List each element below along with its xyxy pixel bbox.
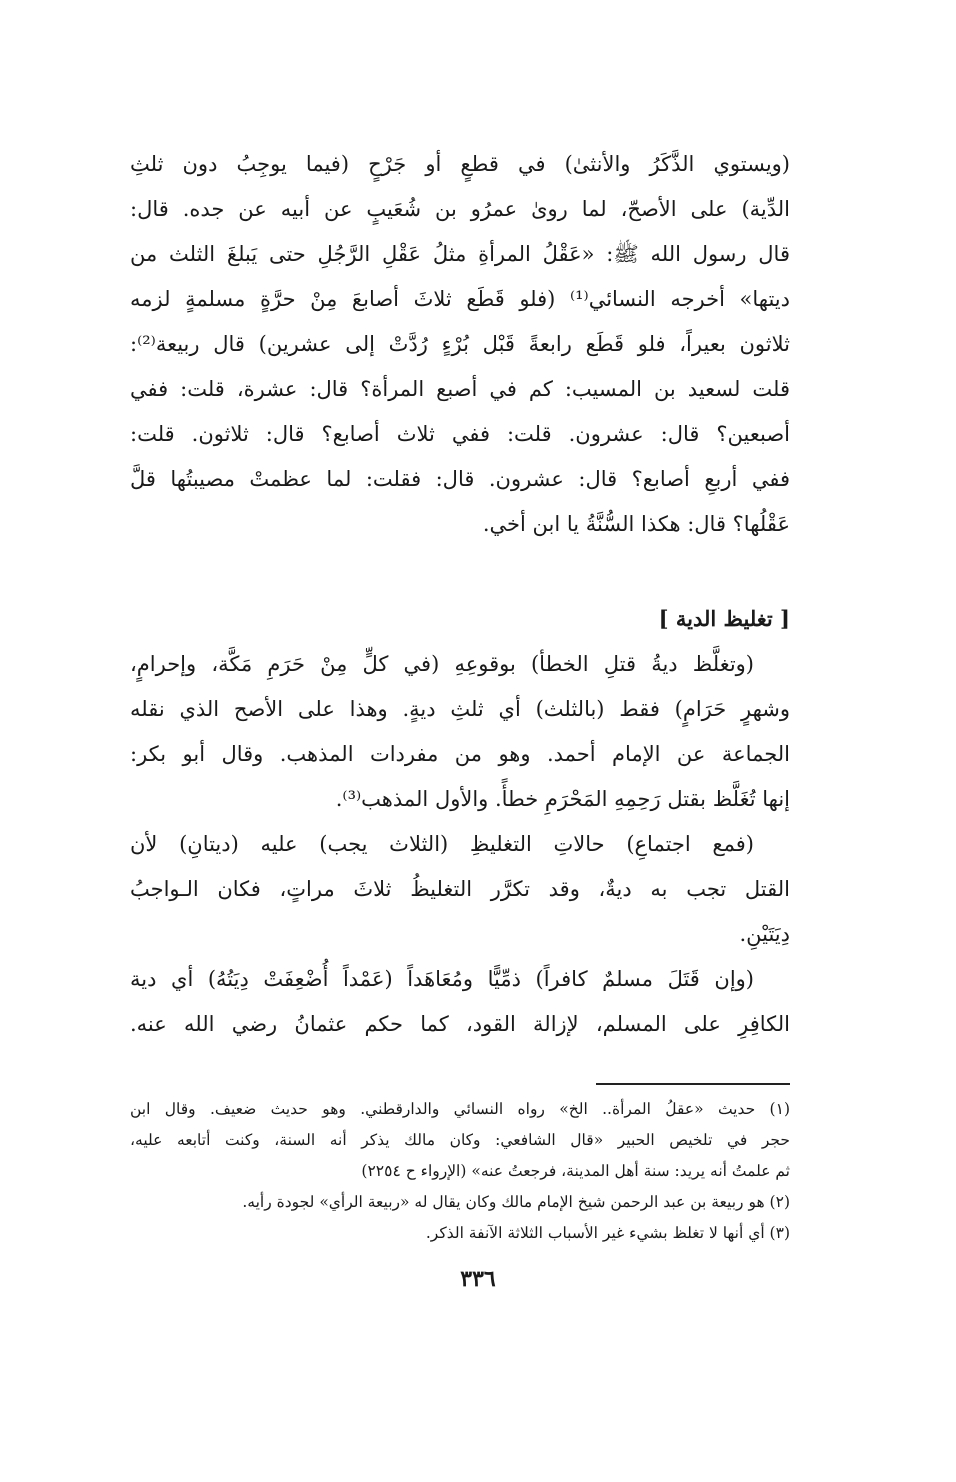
section-heading: [ تغليظ الدية ] — [658, 606, 790, 631]
body-line: قلت لسعيد بن المسيب: كم في أصبع المرأة؟ قال: عشرة، قلت: ففي — [130, 377, 790, 401]
section-line: (وتغلَّظ ديةُ قتلِ الخطأ) بوقوعِهِ (في كلٍّ مِنْ حَرَمِ مَكَّة، وإحرامٍ، — [130, 652, 754, 676]
footnote-line: ثم علمتُ أنه يريد: سنة أهل المدينة، فرجعتُ عنه» (الإرواء ح ٢٢٥٤) — [361, 1162, 790, 1180]
section-line: (وإن قَتَلَ مسلمٌ كافراً) ذمِّيًّا ومُعَاهَداً (عَمْداً أُضْعِفَتْ دِيَتُهُ) أي دية — [130, 967, 754, 991]
footnotes-block — [130, 1094, 790, 1249]
body-line: ففي أربعِ أصابع؟ قال: عشرون. قال: فقلت: لما عظمتْ مصيبتُها قلَّ — [130, 467, 790, 491]
body-line: قال رسول الله ﷺ: «عَقْلُ المرأةِ مثلُ عَقْلِ الرَّجُلِ حتى يَبلغَ الثلث من — [130, 242, 790, 266]
section-line: دِيَتَيْنِ. — [739, 922, 790, 946]
section-line: وشهرٍ حَرَامٍ) فقط (بالثلث) أي ثلثِ ديةٍ. وهذا على الأصح الذي نقله — [130, 697, 790, 721]
body-line: ديتها» أخرجه النسائي⁽¹⁾ (فلو قَطَع ثلاثَ أصابعَ مِنْ حرَّةٍ مسلمةٍ لزمه — [130, 287, 790, 311]
footnote-separator — [596, 1083, 790, 1085]
footnote-line: حجر في تلخيص الحبير «قال الشافعي: وكان مالك يذكر أنه السنة، وكنت أتابعه عليه، — [130, 1131, 790, 1149]
body-line: الدِّية) على الأصحّ، لما روىٰ عمرُو بن شُعَيبٍ عن أبيه عن جده. قال: — [130, 197, 790, 221]
footnote-line: (٣) أي أنها لا تغلظ بشيء غير الأسباب الثلاثة الآنفة الذكر. — [425, 1224, 790, 1242]
section-line: القتل تجب به ديةٌ، وقد تكرَّر التغليظُ ثلاثَ مراتٍ، فكان الـواجبُ — [130, 877, 790, 901]
section-line: الكافِرِ على المسلم، لإزالة القود، كما حكم عثمانُ رضي الله عنه. — [130, 1012, 790, 1036]
footnote-line: (٢) هو ربيعة بن عبد الرحمن شيخ الإمام مالك وكان يقال له «ربيعة الرأي» لجودة رأيه. — [242, 1193, 790, 1211]
body-line: عَقْلُها؟ قال: هكذا السُّنَّةُ يا ابن أخي. — [482, 512, 790, 536]
body-line: أصبعين؟ قال: عشرون. قلت: ففي ثلاث أصابع؟ قال: ثلاثون. قلت: — [130, 422, 790, 446]
main-text-block — [130, 142, 790, 547]
page-number: ٣٣٦ — [460, 1266, 496, 1292]
section-line: إنها تُغَلَّظ بقتل رَحِمِهِ المَحْرَمِ خطأً. والأول المذهب⁽³⁾. — [335, 787, 790, 811]
footnote-line: (١) حديث «عقلُ المرأة.. الخ» رواه النسائي والدارقطني. وهو حديث ضعيف. وقال ابن — [130, 1100, 790, 1118]
section-line: الجماعة عن الإمام أحمد. وهو من مفردات المذهب. وقال أبو بكر: — [130, 742, 790, 766]
section-text-block — [130, 642, 790, 1047]
body-line: (ويستوي الذَّكَرُ والأنثىٰ) في قطعٍ أو جَرْحٍ (فيما يوجِبُ دون ثلثِ — [130, 152, 790, 176]
body-line: ثلاثون بعيراً، فلو قَطَع رابعةً قَبْل بُرْءٍ رُدَّتْ إلى عشرين) قال ربيعة⁽²⁾: — [130, 332, 790, 356]
section-line: (فمع اجتماعِ) حالاتِ التغليظِ (الثلاث يجب) عليه (ديتانِ) لأن — [130, 832, 754, 856]
